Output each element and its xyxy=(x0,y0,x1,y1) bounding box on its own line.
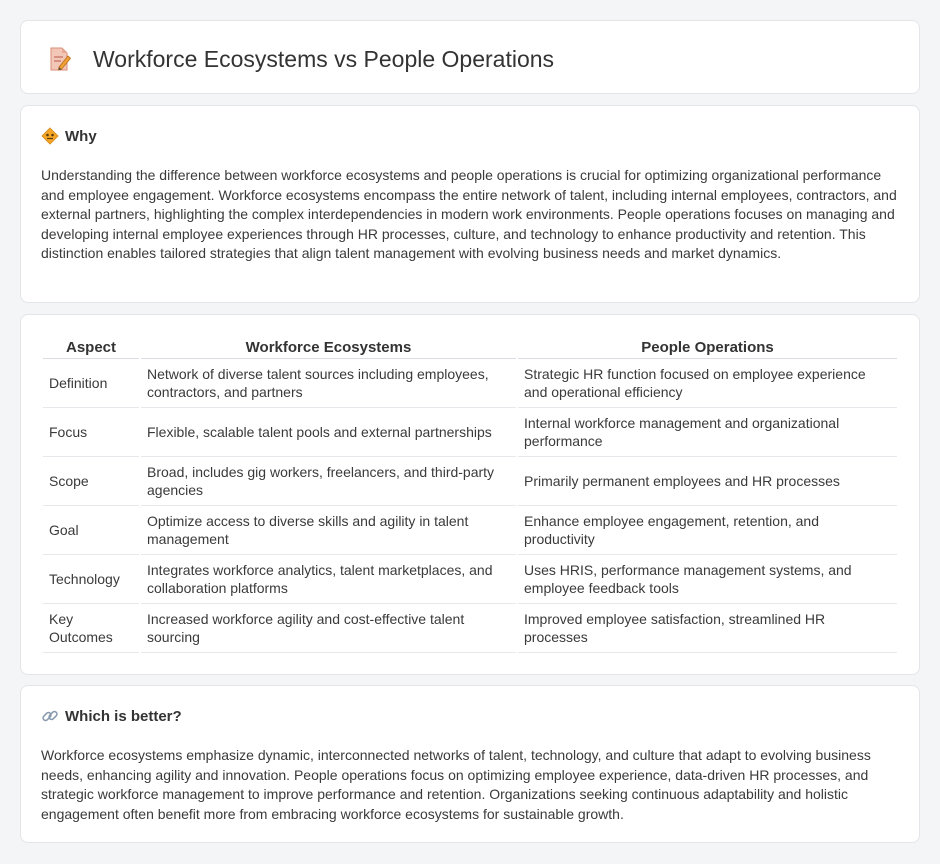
aspect-cell: Definition xyxy=(43,359,139,408)
why-title: Why xyxy=(65,127,97,145)
aspect-cell: Focus xyxy=(43,408,139,457)
better-header xyxy=(41,707,182,725)
workforce-ecosystems-cell: Optimize access to diverse skills and agility in talent management xyxy=(141,506,516,555)
aspect-cell: Scope xyxy=(43,457,139,506)
people-operations-cell: Primarily permanent employees and HR processes xyxy=(518,457,897,506)
people-operations-cell: Enhance employee engagement, retention, and productivity xyxy=(518,506,897,555)
table-row xyxy=(43,555,897,604)
workforce-ecosystems-cell: Network of diverse talent sources including employees, contractors, and partners xyxy=(141,359,516,408)
which-is-better-section xyxy=(20,685,920,843)
column-header-workforce-ecosystems: Workforce Ecosystems xyxy=(141,335,516,359)
workforce-ecosystems-cell: Flexible, scalable talent pools and external partnerships xyxy=(141,408,516,457)
table-row xyxy=(43,408,897,457)
title-card xyxy=(20,20,920,94)
table-header-row xyxy=(43,335,897,359)
link-icon xyxy=(41,707,59,725)
table-row xyxy=(43,359,897,408)
comparison-table xyxy=(41,335,899,653)
why-header xyxy=(41,127,97,145)
table-row xyxy=(43,457,897,506)
why-section xyxy=(20,105,920,303)
workforce-ecosystems-cell: Broad, includes gig workers, freelancers, and third-party agencies xyxy=(141,457,516,506)
table-row xyxy=(43,506,897,555)
document-pen-icon xyxy=(45,45,73,73)
people-operations-cell: Strategic HR function focused on employee experience and operational efficiency xyxy=(518,359,897,408)
diamond-sign-icon xyxy=(41,127,59,145)
better-title: Which is better? xyxy=(65,707,182,725)
aspect-cell: Key Outcomes xyxy=(43,604,139,653)
workforce-ecosystems-cell: Increased workforce agility and cost-effective talent sourcing xyxy=(141,604,516,653)
aspect-cell: Goal xyxy=(43,506,139,555)
why-text: Understanding the difference between workforce ecosystems and people operations is crucial for optimizing organizational performance and employee engagement. Workforce ecosystems encompass the entire network of talent, including internal employees, contractors, and external partners, highlighting the complex interdependencies in modern work environments. People operations focuses on managing and developing internal employee experiences through HR processes, culture, and technology to enhance productivity and retention. This distinction enables tailored strategies that align talent management with evolving business needs and market dynamics. xyxy=(41,167,897,261)
workforce-ecosystems-cell: Integrates workforce analytics, talent marketplaces, and collaboration platforms xyxy=(141,555,516,604)
column-header-aspect: Aspect xyxy=(43,335,139,359)
column-header-people-operations: People Operations xyxy=(518,335,897,359)
table-row xyxy=(43,604,897,653)
comparison-section xyxy=(20,314,920,675)
people-operations-cell: Improved employee satisfaction, streamlined HR processes xyxy=(518,604,897,653)
people-operations-cell: Uses HRIS, performance management systems, and employee feedback tools xyxy=(518,555,897,604)
people-operations-cell: Internal workforce management and organizational performance xyxy=(518,408,897,457)
page-title: Workforce Ecosystems vs People Operations xyxy=(93,45,555,72)
title-row xyxy=(45,45,554,73)
better-text: Workforce ecosystems emphasize dynamic, interconnected networks of talent, technology, and culture that adapt to evolving business needs, enhancing agility and innovation. People operations focus on optimizing employee experience, data-driven HR processes, and strategic workforce management to improve performance and retention. Organizations seeking continuous adaptability and holistic engagement often benefit more from embracing workforce ecosystems for sustainable growth. xyxy=(41,747,871,822)
aspect-cell: Technology xyxy=(43,555,139,604)
